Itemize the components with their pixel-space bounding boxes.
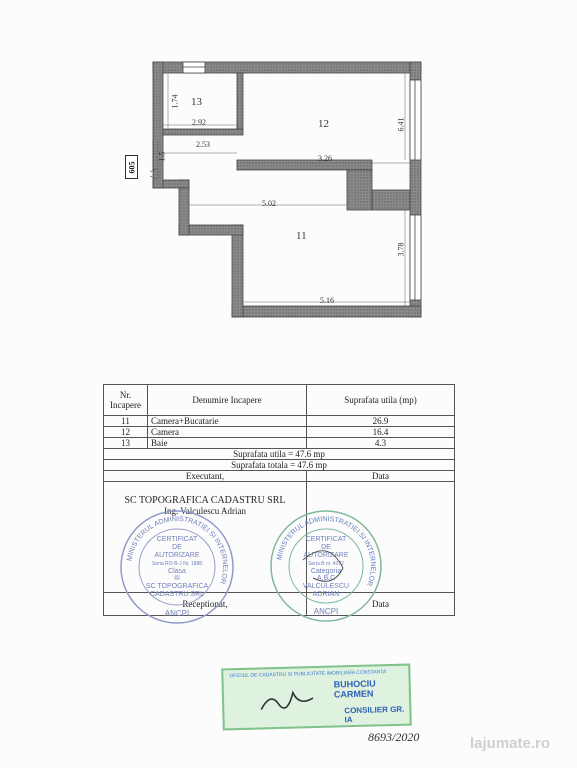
svg-text:MINISTERUL ADMINISTRATIEI SI I: MINISTERUL ADMINISTRATIEI SI INTERNELOR (276, 515, 377, 587)
receptionist-stamp: OFICIUL DE CADASTRU SI PUBLICITATE IMOBILIARA CONSTANTA BUHOCIU CARMEN CONSILIER GR. IA (221, 664, 412, 731)
svg-text:AUTORIZARE: AUTORIZARE (303, 552, 349, 559)
svg-text:DE: DE (172, 544, 182, 551)
company-name: SC TOPOGRAFICA CADASTRU SRL (124, 495, 286, 506)
svg-text:III: III (174, 575, 180, 582)
svg-text:CERTIFICAT: CERTIFICAT (156, 536, 198, 543)
signature-mark (259, 686, 320, 718)
svg-text:MINISTERUL ADMINISTRATIEI SI I: MINISTERUL ADMINISTRATIEI SI INTERNELOR (126, 515, 229, 585)
svg-text:VALCULESCU: VALCULESCU (302, 583, 350, 590)
data-label: Data (307, 471, 455, 482)
useful-area: Suprafata utila = 47.6 mp (104, 449, 455, 460)
room-number: 12 (318, 118, 329, 130)
svg-text:DE: DE (321, 544, 331, 551)
company-stamp (118, 508, 236, 626)
svg-text:AUTORIZARE: AUTORIZARE (154, 552, 200, 559)
windows (183, 62, 421, 300)
svg-text:CERTIFICAT: CERTIFICAT (305, 536, 347, 543)
dimension-label: 3.78 (396, 242, 406, 257)
svg-text:Clasa: Clasa (168, 568, 186, 575)
table-row: 11 Camera+Bucatarie 26.9 (104, 416, 455, 427)
dimension-label: 3.26 (318, 154, 332, 163)
dimension-label: 1.5 (157, 151, 167, 162)
floor-plan (0, 0, 577, 370)
svg-text:CADASTRU SRL: CADASTRU SRL (149, 591, 205, 598)
executant-label: Executant, (104, 471, 307, 482)
dimension-label: 5.16 (320, 296, 334, 305)
data-label-2: Data (307, 593, 455, 616)
engineer-name: Ing. Valculescu Adrian (163, 506, 247, 516)
svg-text:Seria B nr. 4072: Seria B nr. 4072 (308, 561, 344, 567)
svg-text:ANCPI: ANCPI (313, 607, 339, 616)
svg-text:ADRIAN: ADRIAN (312, 591, 340, 598)
watermark: lajumate.ro (470, 735, 551, 752)
room-number: 11 (296, 230, 307, 242)
dimension-label: 5.02 (262, 199, 276, 208)
dimension-label: 2.92 (192, 118, 206, 127)
receptionat-label: Receptionat, (104, 593, 307, 616)
svg-text:Seria RO-B-J Nr. 1888: Seria RO-B-J Nr. 1888 (151, 561, 203, 567)
header-nr: Nr. Incapere (104, 385, 148, 416)
entry-code-box: 605 (125, 155, 138, 179)
svg-text:Categoria: Categoria (310, 568, 342, 575)
table-row: 12 Camera 16.4 (104, 427, 455, 438)
svg-text:ANCPI: ANCPI (164, 609, 190, 618)
dimension-label: 6.41 (396, 117, 406, 132)
room-number: 13 (191, 96, 202, 108)
header-name: Denumire Incapere (148, 385, 307, 416)
svg-text:SC TOPOGRAFICA: SC TOPOGRAFICA (145, 583, 209, 590)
header-area: Suprafata utila (mp) (307, 385, 455, 416)
dimension-label: 2.53 (196, 140, 210, 149)
table-row: 13 Baie 4.3 (104, 438, 455, 449)
total-area: Suprafata totala = 47.6 mp (104, 460, 455, 471)
dimension-label: 1.74 (170, 94, 180, 109)
handwritten-number: 8693/2020 (368, 730, 420, 744)
engineer-stamp (268, 508, 384, 624)
svg-text:A,B,C: A,B,C (316, 575, 336, 582)
